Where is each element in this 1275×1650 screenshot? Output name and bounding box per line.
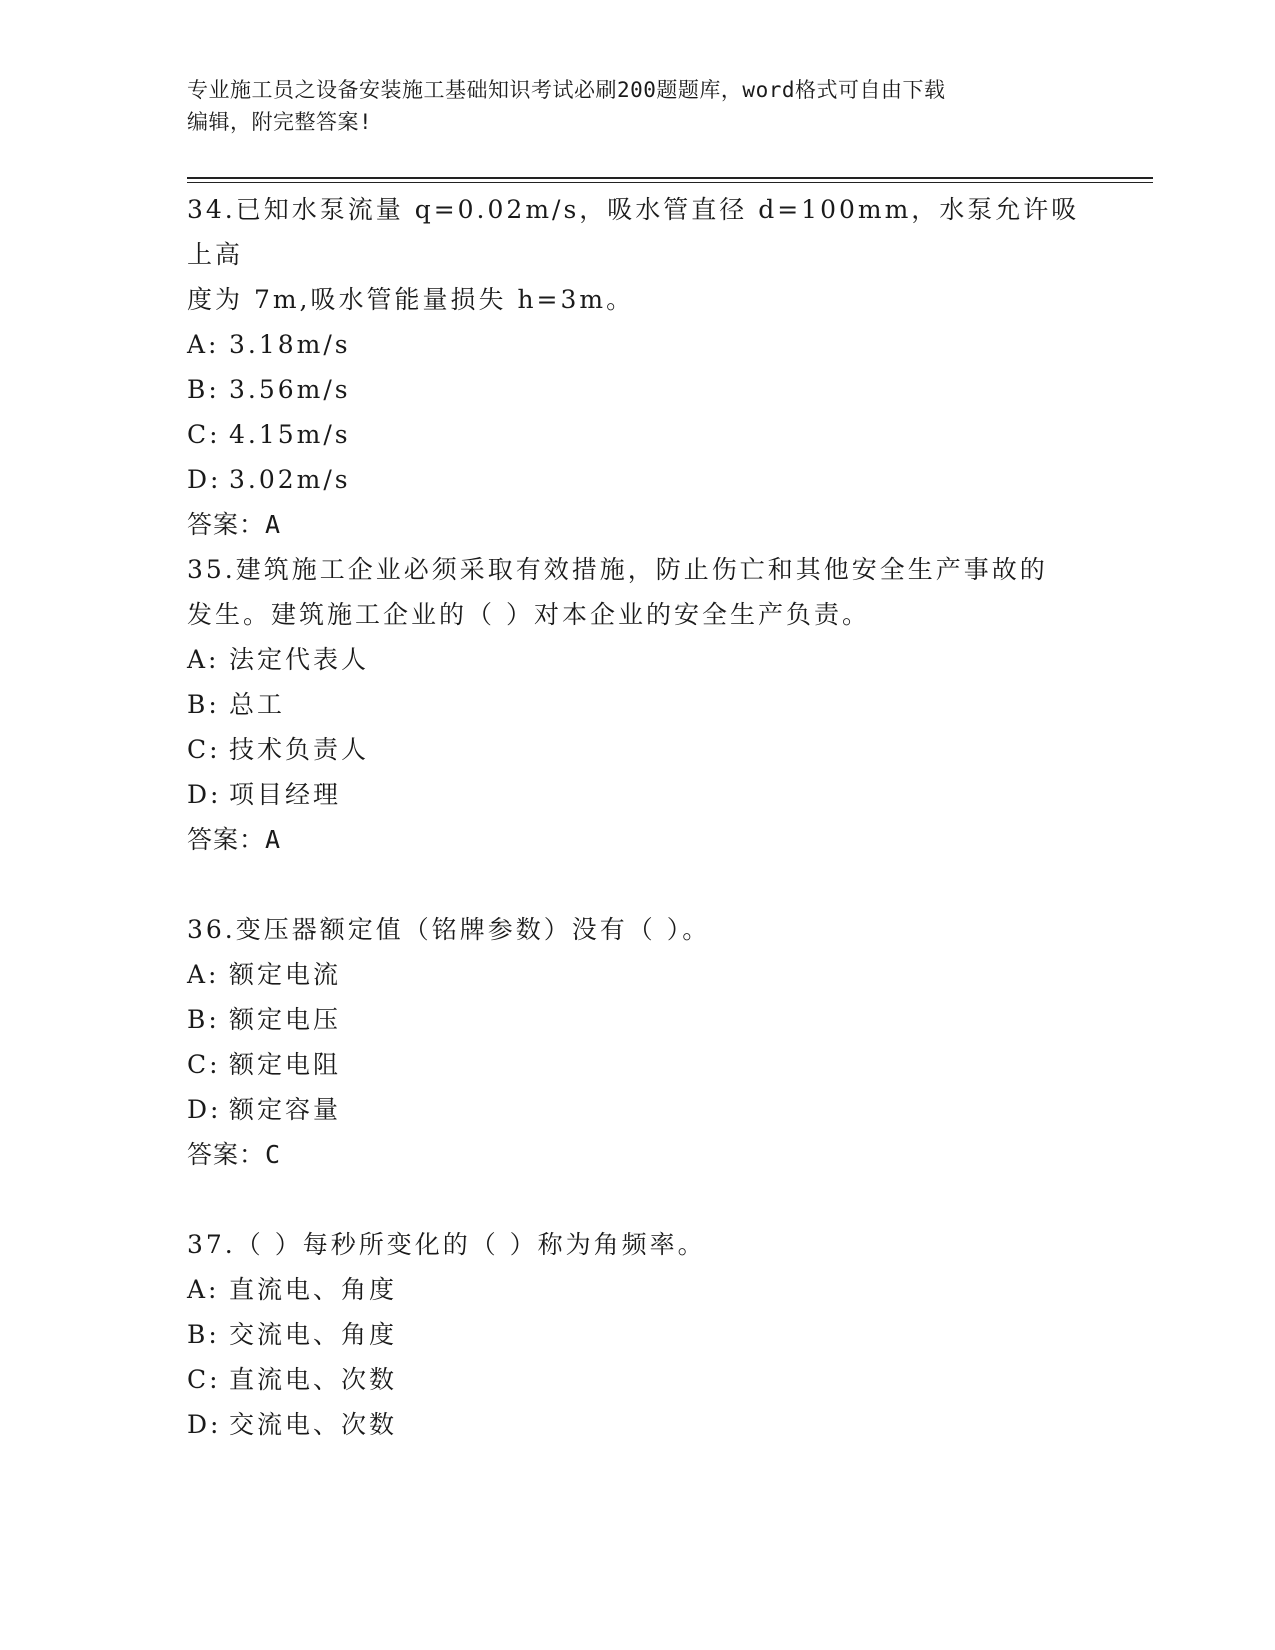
option-b bbox=[187, 1312, 1087, 1357]
option-key: A: bbox=[187, 330, 220, 359]
option-text: 技术负责人 bbox=[229, 735, 370, 764]
question-36 bbox=[187, 907, 1087, 1177]
question-37 bbox=[187, 1222, 1087, 1447]
option-c bbox=[187, 727, 1087, 772]
option-c bbox=[187, 1042, 1087, 1087]
option-key: D: bbox=[187, 780, 222, 809]
question-stem-line-1: 36.变压器额定值（铭牌参数）没有（ ）。 bbox=[187, 915, 711, 944]
option-text: 3.56m/s bbox=[229, 375, 351, 404]
option-key: B: bbox=[187, 375, 220, 404]
option-text: 直流电、角度 bbox=[229, 1275, 398, 1304]
option-key: C: bbox=[187, 420, 221, 449]
question-stem-line-2: 发生。建筑施工企业的（ ）对本企业的安全生产负责。 bbox=[187, 600, 870, 629]
answer: 答案：A bbox=[187, 510, 282, 539]
option-a bbox=[187, 322, 1087, 367]
option-d bbox=[187, 457, 1087, 502]
option-text: 交流电、次数 bbox=[229, 1410, 398, 1439]
header-line-2: 编辑，附完整答案! bbox=[187, 110, 373, 134]
question-stem-line-1: 34.已知水泵流量 q=0.02m/s，吸水管直径 d=100mm，水泵允许吸上高 bbox=[187, 195, 1080, 269]
option-d bbox=[187, 772, 1087, 817]
option-key: D: bbox=[187, 465, 222, 494]
document-header bbox=[187, 74, 1067, 138]
option-key: D: bbox=[187, 1095, 222, 1124]
option-key: B: bbox=[187, 1320, 220, 1349]
option-b bbox=[187, 367, 1087, 412]
header-line-1: 专业施工员之设备安装施工基础知识考试必刷200题题库，word格式可自由下载 bbox=[187, 78, 946, 102]
question-stem-line-1: 37.（ ）每秒所变化的（ ）称为角频率。 bbox=[187, 1230, 706, 1259]
option-b bbox=[187, 997, 1087, 1042]
answer: 答案：A bbox=[187, 825, 282, 854]
option-key: C: bbox=[187, 1365, 221, 1394]
question-34 bbox=[187, 187, 1087, 547]
option-key: A: bbox=[187, 645, 220, 674]
option-text: 总工 bbox=[229, 690, 286, 719]
option-text: 交流电、角度 bbox=[229, 1320, 398, 1349]
option-key: B: bbox=[187, 690, 220, 719]
option-text: 3.18m/s bbox=[229, 330, 351, 359]
option-a bbox=[187, 952, 1087, 997]
header-divider-thick bbox=[187, 177, 1153, 179]
question-35 bbox=[187, 547, 1087, 862]
option-text: 4.15m/s bbox=[229, 420, 351, 449]
option-text: 额定电压 bbox=[229, 1005, 342, 1034]
option-text: 项目经理 bbox=[229, 780, 342, 809]
option-key: C: bbox=[187, 735, 221, 764]
option-c bbox=[187, 1357, 1087, 1402]
option-d bbox=[187, 1402, 1087, 1447]
option-key: B: bbox=[187, 1005, 220, 1034]
option-key: A: bbox=[187, 1275, 220, 1304]
option-c bbox=[187, 412, 1087, 457]
option-key: C: bbox=[187, 1050, 221, 1079]
question-stem-line-2: 度为 7m,吸水管能量损失 h=3m。 bbox=[187, 285, 635, 314]
option-d bbox=[187, 1087, 1087, 1132]
option-text: 直流电、次数 bbox=[229, 1365, 398, 1394]
option-a bbox=[187, 637, 1087, 682]
option-text: 额定容量 bbox=[229, 1095, 342, 1124]
option-key: D: bbox=[187, 1410, 222, 1439]
question-stem-line-1: 35.建筑施工企业必须采取有效措施，防止伤亡和其他安全生产事故的 bbox=[187, 555, 1048, 584]
answer: 答案：C bbox=[187, 1140, 282, 1169]
option-b bbox=[187, 682, 1087, 727]
option-text: 3.02m/s bbox=[229, 465, 351, 494]
option-text: 额定电阻 bbox=[229, 1050, 342, 1079]
option-text: 法定代表人 bbox=[229, 645, 370, 674]
option-key: A: bbox=[187, 960, 220, 989]
option-text: 额定电流 bbox=[229, 960, 342, 989]
header-divider-thin bbox=[187, 182, 1153, 183]
option-a bbox=[187, 1267, 1087, 1312]
